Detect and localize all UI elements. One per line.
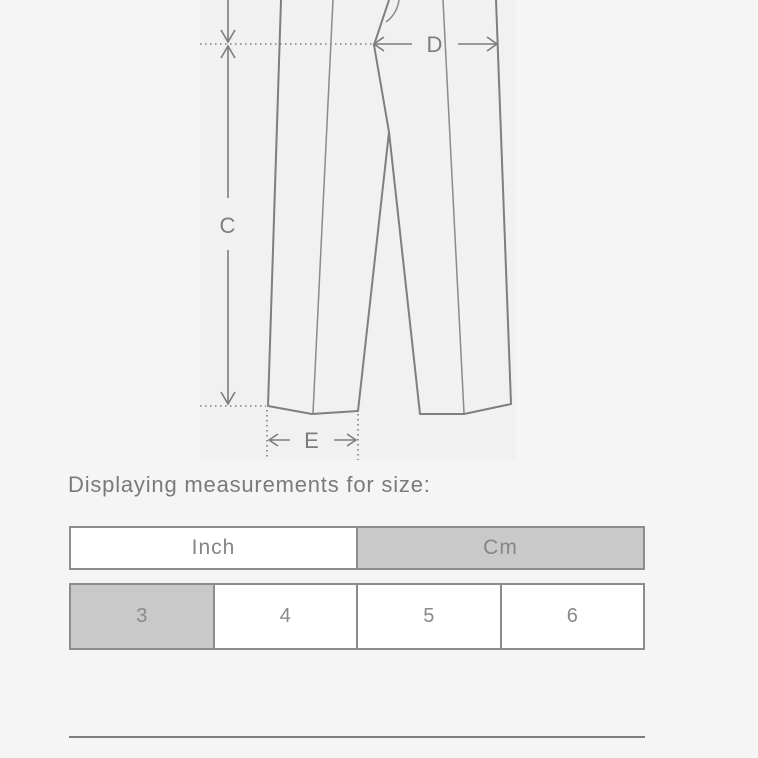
size-caption: Displaying measurements for size:	[68, 472, 431, 497]
c-label: C	[219, 213, 237, 238]
right-leg-crease	[443, 0, 464, 413]
left-leg-outline	[268, 0, 389, 414]
d-label: D	[426, 32, 444, 57]
size-option-6[interactable]: 6	[500, 585, 644, 648]
section-divider	[69, 736, 645, 738]
unit-option-cm[interactable]: Cm	[356, 528, 643, 568]
size-selector	[69, 583, 645, 650]
size-option-5[interactable]: 5	[356, 585, 500, 648]
right-leg-outline	[389, 0, 511, 414]
size-option-3[interactable]: 3	[71, 585, 213, 648]
e-label: E	[304, 428, 320, 453]
unit-toggle	[69, 526, 645, 570]
left-leg-crease	[313, 0, 333, 413]
unit-option-inch[interactable]: Inch	[71, 528, 356, 568]
size-option-4[interactable]: 4	[213, 585, 357, 648]
